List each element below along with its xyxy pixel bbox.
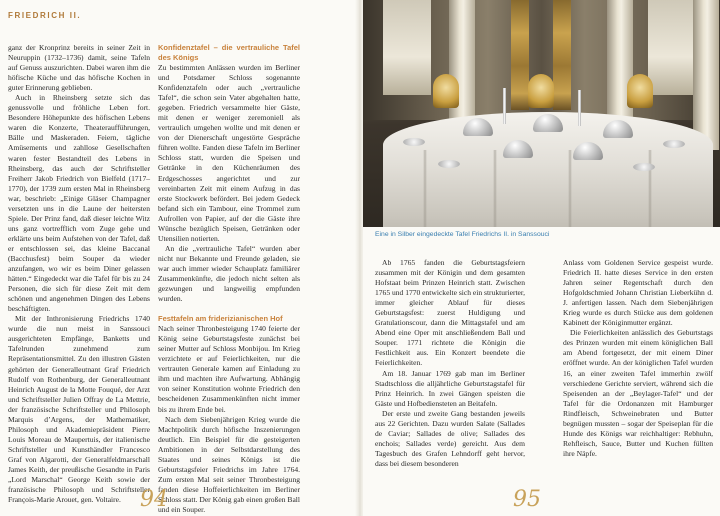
- photo-plate: [663, 140, 685, 148]
- paragraph: Die Feierlichkeiten anlässlich des Geburtstags des Prinzen wurden mit einem königlichen Ball am Abend fortgesetzt, der mit einem Diner eröffnet wurde. An der königlichen Tafel wurden 16, an einer zweiten Tafel immerhin zwölf verschiedene Gerichte serviert, während sich die Speisenden an der „Beylager-Tafel“ und der Tafel für die Ordonanzen mit Hamburger Rindfleisch, Schweinebraten und Butter begnügen mussten – sogar der Speiseplan für die Hunde des Königs war reichhaltiger: Rebhuhn, Rehfleisch, Sauce, Butter und Kuchen füllten ihre Näpfe.: [563, 328, 713, 458]
- paragraph: Mit der Inthronisierung Friedrichs 1740 wurde die nun meist in Sanssouci ausgerichteten Empfänge, Banketts und Tafelrunden zunehmend zum Repräsentationsmittel. Zu den illustren Gästen gehörten der Generalleutnant Graf Friedrich Rudolf von Rothenburg, der Generalleutnant Heinrich August de la Motte Fouqué, der Arzt und Schriftsteller Julien Offray de La Mettrie, der französische Schriftsteller und Philosoph Marquis d’Argens, der Mathematiker, Philosoph und Akademiepräsident Pierre Louis Moreau de Maupertuis, der italienische Schriftsteller und Kunsthändler Francesco Graf von Algarotti, der Generalfeldmarschall James Keith, der preußische Gesandte in Paris „Lord Marschal“ George Keith sowie der französische Philosoph und Schriftsteller François-Marie Arouet, gen. Voltaire.: [8, 314, 150, 505]
- paragraph: ganz der Kronprinz bereits in seiner Zeit in Neuruppin (1732–1736) damit, seine Tafeln auf Genuss auszurichten. Dabei waren ihm die höfische Küche und das höfische Kochen in guter Erinnerung geblieben.: [8, 43, 150, 93]
- photo-cloth-fold: [648, 150, 652, 227]
- left-column-2: [158, 43, 300, 515]
- photo-column: [693, 0, 719, 150]
- photo-gilt-ornament: [511, 0, 529, 110]
- paragraph: Ab 1765 fanden die Geburtstagsfeiern zusammen mit der Königin und dem gesamten Hofstaat beim Prinzen Heinrich statt. Zwischen 1765 und 1770 entwickelte sich ein strukturierter, immer gleicher Ablauf für dieses Geburtstagsfest: zuerst Huldigung und Gratulationscour, dann die Mittagstafel und am Abend eine Oper mit anschließendem Ball und Souper. 1771 richtete die Königin die Festlichkeit aus. Ein Konzert beendete die Feierlichkeiten.: [375, 258, 525, 368]
- right-page: [363, 0, 720, 516]
- paragraph: Anlass vom Goldenen Service gespeist wurde. Friedrich II. hatte dieses Service in den ersten Jahren seiner Regentschaft durch den Hofgoldschmied Johann Christian Lieberkühn d. J. anfertigen lassen. Nach dem Siebenjährigen Krieg wurde es durch Stücke aus dem goldenen Kabinett der Königinmutter ergänzt.: [563, 258, 713, 328]
- section-heading-festtafeln: Festtafeln am friderizianischen Hof: [158, 314, 283, 324]
- photo-candle: [503, 88, 506, 124]
- photo-cloth-fold: [568, 150, 572, 227]
- photo-candle: [578, 90, 581, 126]
- paragraph: Am 18. Januar 1769 gab man im Berliner Stadtschloss die alljährliche Geburtstagstafel für Prinz Heinrich. In zwei Gängen speisten die Gäste und Hofbediensteten an Beitafeln.: [375, 368, 525, 408]
- photo-plate: [633, 163, 655, 171]
- table-photo: [363, 0, 720, 227]
- paragraph: Nach seiner Thronbesteigung 1740 feierte der König seine Geburtstagsfeste zunächst bei seiner Mutter auf Schloss Monbijou. Im Krieg verzichtete er auf Feierlichkeiten, nur die vertrauten Generale kamen auf Einladung zu ihm und machten ihre Aufwartung. Abhängig von seiner Konstitution wohnte Friedrich den bescheidenen Zusammenkünften nicht immer bis zu ihrem Ende bei.: [158, 324, 300, 414]
- right-column-2: [563, 258, 713, 459]
- photo-chair: [528, 74, 554, 108]
- page-number-left: 94: [140, 487, 168, 512]
- section-heading-konfidenztafel: Konfidenztafel – die vertrauliche Tafel des Königs: [158, 43, 300, 62]
- photo-window: [648, 0, 696, 95]
- paragraph: Der erste und zweite Gang bestanden jeweils aus 22 Gerichten. Dazu wurden Salate (Sallades de Caviar; Sallades de olive; Sallades des enchois; Sallades verde) gereicht. Aus dem Tagesbuch des Grafen Lehndorff geht hervor, dass bei diesem besonderen: [375, 408, 525, 468]
- running-head: FRIEDRICH II.: [8, 11, 82, 20]
- photo-chair: [627, 74, 653, 108]
- page-number-right: 95: [513, 487, 541, 512]
- photo-cloth-fold: [493, 150, 497, 227]
- paragraph: An die „vertrauliche Tafel“ wurden aber nicht nur Bekannte und Freunde geladen, sie war auch immer wieder Schauplatz familiärer Zusammenkünfte, die jedoch nicht selten als gezwungen und langweilig empfunden wurden.: [158, 243, 300, 304]
- photo-gilt-ornament: [553, 0, 571, 110]
- paragraph: Zu bestimmten Anlässen wurden im Berliner und Potsdamer Schloss sogenannte Konfidenztafeln oder auch „vertrauliche Tafel“, die schon sein Vater abgehalten hatte, gegeben. Friedrich versammelte hier Gäste, mit denen er weniger zeremoniell als vertraulich umgehen wollte und mit denen er von der Dienerschaft ungestörte Gespräche führen wollte. Fanden diese Tafeln im Berliner Schloss statt, wurden die Speisen und Getränke in den Küchenräumen des Erdgeschosses angerichtet und zur vereinbarten Zeit mit einem Aufzug in das erste Stockwerk befördert. Bei jedem Gedeck befand sich ein Tambour, eine Trommel zum Aufrollen von Papier, auf der die Gäste ihre Wünsche bezüglich Speisen, Getränken oder Utensilien notierten.: [158, 63, 300, 243]
- photo-plate: [438, 160, 460, 168]
- paragraph: Nach dem Siebenjährigen Krieg wurde die Machtpolitik durch höfische Inszenierungen deutlich. Ein Beispiel für die gesteigerten Ambitionen in der Selbstdarstellung des Staates und seines Königs ist die Geburtstagsfeier Friedrichs im Jahre 1764. Zum ersten Mal seit seiner Thronbesteigung fanden diese Hoffeierlichkeiten im Berliner Schloss statt. Der König gab einen großen Ball und ein Souper.: [158, 414, 300, 514]
- left-page: [0, 0, 357, 516]
- photo-plate: [403, 138, 425, 146]
- photo-cloth-fold: [423, 150, 427, 227]
- photo-window: [383, 0, 431, 95]
- photo-chair: [433, 74, 459, 108]
- right-column-1: [375, 258, 525, 469]
- paragraph: Auch in Rheinsberg setzte sich das genussvolle und fröhliche Leben fort. Besondere Höhepunkte des höfischen Lebens waren die Konzerte, Theateraufführungen, Bälle und Maskeraden. Feiern, tägliche Amüsements und zahllose Gesellschaften waren fester Bestandteil des Lebens in Rheinsberg, das auch der Schriftsteller Freiherr Jakob Friedrich von Bielfeld (1717–1770), der 1739 zum ersten Mal in Rheinsberg war, beschrieb: „Einige Gläser Champagner versetzten uns in die Laune der heitersten Spiele. Der Prinz fand, daß dieser leichte Witz uns ganz vortrefflich vom Zuge gehe und erklärte uns beim Aufstehen von der Tafel, daß er entschlossen sei, das kleine Baccanal (Bacchusfest) beim Souper da wieder anzufangen, wo wir es beim Diner gelassen hätten.“ Eingedeckt war die Tafel für bis zu 24 Personen, die sich für diese Zeit mit dem schönen und angenehmen Dingen des Lebens beschäftigten.: [8, 93, 150, 314]
- photo-caption: Eine in Silber eingedeckte Tafel Friedrichs II. in Sanssouci: [375, 231, 550, 238]
- left-column-1: [8, 43, 150, 505]
